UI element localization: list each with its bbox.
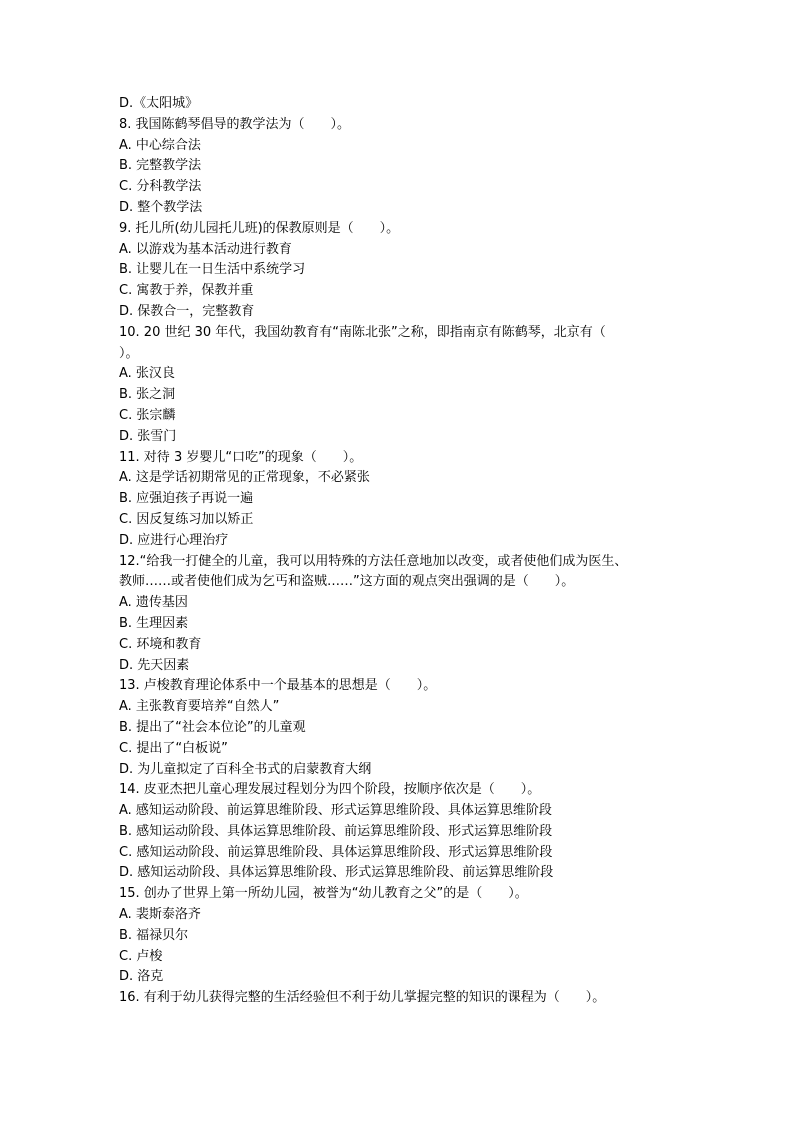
- option-a-q11: A. 这是学话初期常见的正常现象，不必紧张: [119, 470, 370, 486]
- option-a-q10: A. 张汉良: [119, 366, 175, 382]
- option-d-q11: D. 应进行心理治疗: [119, 532, 229, 548]
- option-b-q14: B. 感知运动阶段、具体运算思维阶段、前运算思维阶段、形式运算思维阶段: [119, 823, 553, 839]
- option-b-q11: B. 应强迫孩子再说一遍: [119, 491, 254, 507]
- option-c-q15: C. 卢梭: [119, 948, 163, 964]
- document-body: [119, 94, 679, 1009]
- question-11: 11. 对待 3 岁婴儿“口吃”的现象（ ）。: [119, 449, 363, 465]
- option-a-q15: A. 裴斯泰洛齐: [119, 907, 201, 923]
- option-d-q8: D. 整个教学法: [119, 199, 203, 215]
- question-14: 14. 皮亚杰把儿童心理发展过程划分为四个阶段，按顺序依次是（ ）。: [119, 782, 541, 798]
- question-10-continued: ）。: [119, 345, 139, 361]
- option-b-q10: B. 张之洞: [119, 387, 176, 403]
- option-c-q14: C. 感知运动阶段、前运算思维阶段、具体运算思维阶段、形式运算思维阶段: [119, 844, 553, 860]
- option-b-q8: B. 完整教学法: [119, 158, 202, 174]
- option-b-q15: B. 福禄贝尔: [119, 927, 189, 943]
- question-13: 13. 卢梭教育理论体系中一个最基本的思想是（ ）。: [119, 678, 437, 694]
- option-d-q10: D. 张雪门: [119, 428, 177, 444]
- option-a-q9: A. 以游戏为基本活动进行教育: [119, 241, 292, 257]
- option-a-q13: A. 主张教育要培养“自然人”: [119, 699, 280, 715]
- option-c-q8: C. 分科教学法: [119, 179, 202, 195]
- option-d-q13: D. 为儿童拟定了百科全书式的启蒙教育大纲: [119, 761, 372, 777]
- question-12: 12.“给我一打健全的儿童，我可以用特殊的方法任意地加以改变，或者使他们成为医生、: [119, 553, 628, 569]
- question-15: 15. 创办了世界上第一所幼儿园，被誉为“幼儿教育之父”的是（ ）。: [119, 886, 528, 902]
- question-16: 16. 有利于幼儿获得完整的生活经验但不利于幼儿掌握完整的知识的课程为（ ）。: [119, 990, 606, 1006]
- option-b-q12: B. 生理因素: [119, 615, 189, 631]
- option-c-q13: C. 提出了“白板说”: [119, 740, 228, 756]
- option-b-q13: B. 提出了“社会本位论”的儿童观: [119, 719, 306, 735]
- option-a-q12: A. 遗传基因: [119, 595, 188, 611]
- option-a-q14: A. 感知运动阶段、前运算思维阶段、形式运算思维阶段、具体运算思维阶段: [119, 803, 552, 819]
- option-d-q12: D. 先天因素: [119, 657, 190, 673]
- option-b-q9: B. 让婴儿在一日生活中系统学习: [119, 262, 306, 278]
- option-d-q9: D. 保教合一，完整教育: [119, 303, 255, 319]
- question-9: 9. 托儿所(幼儿园托儿班)的保教原则是（ ）。: [119, 220, 400, 236]
- question-8: 8. 我国陈鹤琴倡导的教学法为（ ）。: [119, 116, 351, 132]
- option-d-q14: D. 感知运动阶段、具体运算思维阶段、形式运算思维阶段、前运算思维阶段: [119, 865, 554, 881]
- option-c-q10: C. 张宗麟: [119, 407, 176, 423]
- question-10: 10. 20 世纪 30 年代，我国幼教育有“南陈北张”之称，即指南京有陈鹤琴，北京有（: [119, 324, 606, 340]
- option-c-q12: C. 环境和教育: [119, 636, 202, 652]
- option-d-q15: D. 洛克: [119, 969, 164, 985]
- question-12-continued: 教师……或者使他们成为乞丐和盗贼……”这方面的观点突出强调的是（ ）。: [119, 574, 575, 590]
- option-a-q8: A. 中心综合法: [119, 137, 201, 153]
- option-c-q11: C. 因反复练习加以矫正: [119, 511, 254, 527]
- option-c-q9: C. 寓教于养，保教并重: [119, 283, 254, 299]
- option-d-q7: D.《太阳城》: [119, 96, 199, 111]
